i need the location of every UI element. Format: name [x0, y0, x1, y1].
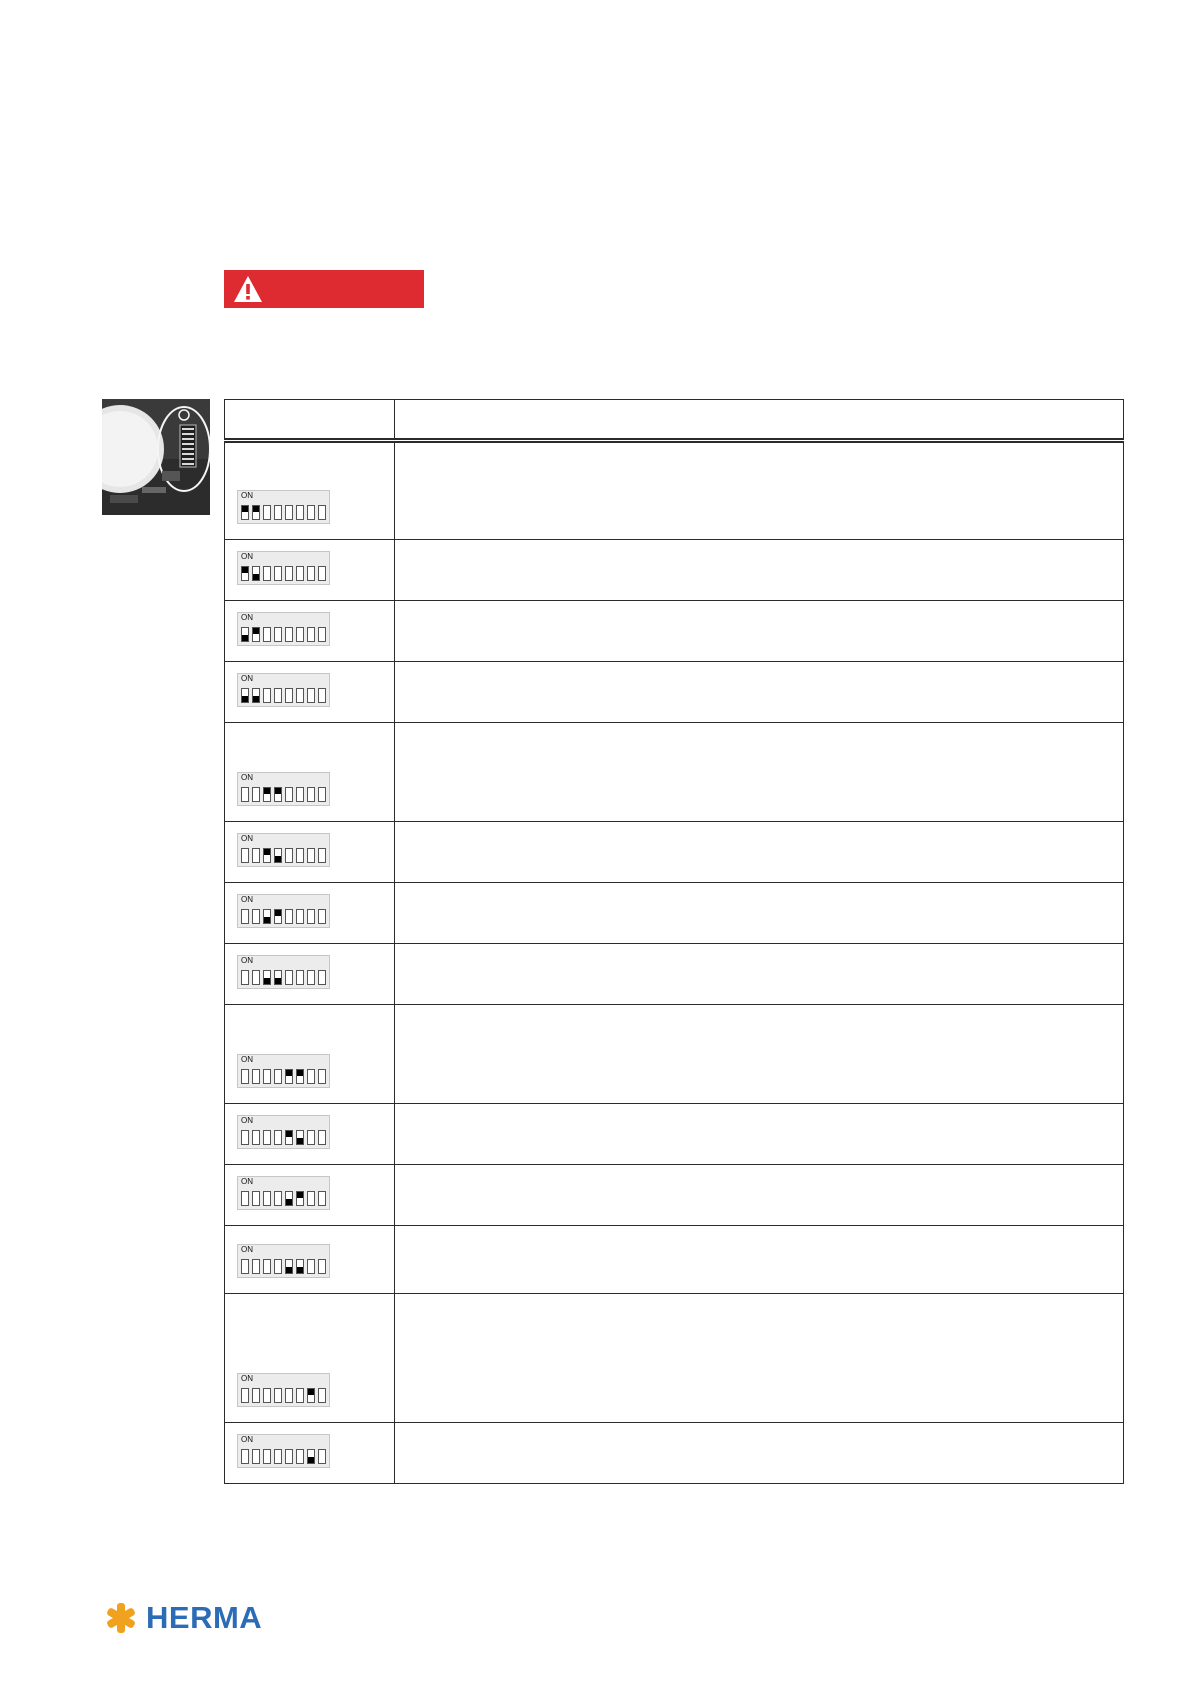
dip-switch-8 [318, 1388, 326, 1403]
dip-switch-diagram [237, 955, 330, 989]
dip-switch-diagram [237, 551, 330, 585]
on-label: ON [241, 834, 253, 843]
table-row [225, 662, 1124, 723]
dip-switch-1 [241, 848, 249, 863]
dip-switch-8 [318, 566, 326, 581]
description-cell [395, 1165, 1124, 1226]
switch-setting-cell [225, 1423, 395, 1484]
dip-switch-2 [252, 1191, 260, 1206]
dip-switch-2 [252, 1449, 260, 1464]
dip-switch-3 [263, 787, 271, 802]
dip-switch-diagram [237, 894, 330, 928]
herma-logo [104, 1600, 262, 1636]
dip-switch-1 [241, 627, 249, 642]
on-label: ON [241, 1055, 253, 1064]
dip-switch-7 [307, 688, 315, 703]
switch-knob-up [264, 788, 270, 794]
dip-switch-6 [296, 627, 304, 642]
description-cell [395, 1294, 1124, 1423]
table-row [225, 1423, 1124, 1484]
dip-switch-1 [241, 688, 249, 703]
dip-switch-3 [263, 566, 271, 581]
switch-knob-down [297, 1267, 303, 1273]
dip-switch-5 [285, 505, 293, 520]
dip-switch-diagram [237, 673, 330, 707]
dip-switch-5 [285, 1191, 293, 1206]
dip-switch-6 [296, 1259, 304, 1274]
switch-knob-down [275, 856, 281, 862]
dip-switch-7 [307, 787, 315, 802]
dip-switch-diagram [237, 1434, 330, 1468]
dip-switch-2 [252, 566, 260, 581]
dip-switch-3 [263, 1130, 271, 1145]
dip-switch-6 [296, 970, 304, 985]
switch-knob-down [253, 696, 259, 702]
dip-switch-2 [252, 787, 260, 802]
dip-switch-3 [263, 1069, 271, 1084]
dip-switch-7 [307, 505, 315, 520]
dip-switch-3 [263, 909, 271, 924]
description-cell [395, 944, 1124, 1005]
switch-knob-up [297, 1192, 303, 1198]
dip-switch-board-photo [102, 399, 210, 515]
dip-switch-diagram [237, 833, 330, 867]
dip-switch-diagram [237, 1373, 330, 1407]
on-label: ON [241, 1435, 253, 1444]
dip-switch-5 [285, 1388, 293, 1403]
switch-setting-cell [225, 1165, 395, 1226]
dip-switch-1 [241, 1069, 249, 1084]
dip-switch-5 [285, 1130, 293, 1145]
dip-switch-8 [318, 1449, 326, 1464]
dip-switch-6 [296, 1191, 304, 1206]
dip-switch-diagram [237, 1054, 330, 1088]
dip-switch-4 [274, 1388, 282, 1403]
switch-knob-up [286, 1070, 292, 1076]
table-header-row [225, 400, 1124, 441]
dip-switch-4 [274, 970, 282, 985]
dip-switch-6 [296, 1069, 304, 1084]
dip-switch-2 [252, 1388, 260, 1403]
switch-knob-down [253, 574, 259, 580]
description-cell [395, 601, 1124, 662]
switch-setting-cell [225, 1294, 395, 1423]
dip-switch-diagram [237, 1115, 330, 1149]
dip-switch-5 [285, 1069, 293, 1084]
dip-switch-4 [274, 1191, 282, 1206]
dip-switch-5 [285, 627, 293, 642]
description-cell [395, 662, 1124, 723]
switch-knob-up [275, 788, 281, 794]
switch-knob-down [264, 917, 270, 923]
description-cell [395, 822, 1124, 883]
dip-switch-8 [318, 1069, 326, 1084]
dip-switch-8 [318, 1130, 326, 1145]
switch-setting-cell [225, 441, 395, 540]
dip-switch-1 [241, 970, 249, 985]
switch-knob-up [253, 628, 259, 634]
dip-switch-3 [263, 1388, 271, 1403]
description-cell [395, 540, 1124, 601]
switch-setting-cell [225, 944, 395, 1005]
on-label: ON [241, 773, 253, 782]
on-label: ON [241, 552, 253, 561]
dip-switch-6 [296, 1388, 304, 1403]
table-row [225, 944, 1124, 1005]
on-label: ON [241, 1374, 253, 1383]
switch-knob-down [286, 1267, 292, 1273]
dip-switch-3 [263, 627, 271, 642]
dip-switch-4 [274, 1130, 282, 1145]
dip-switch-2 [252, 688, 260, 703]
switch-setting-cell [225, 1005, 395, 1104]
dip-switch-4 [274, 688, 282, 703]
dip-switch-2 [252, 627, 260, 642]
logo-text: HERMA [146, 1600, 263, 1635]
dip-switch-3 [263, 970, 271, 985]
dip-switch-7 [307, 1069, 315, 1084]
dip-switch-2 [252, 1130, 260, 1145]
description-cell [395, 1104, 1124, 1165]
switch-setting-cell [225, 883, 395, 944]
dip-switch-6 [296, 505, 304, 520]
dip-switch-1 [241, 909, 249, 924]
dip-switch-diagram [237, 1244, 330, 1278]
description-cell [395, 1005, 1124, 1104]
dip-switch-6 [296, 848, 304, 863]
description-cell [395, 1423, 1124, 1484]
dip-switch-5 [285, 909, 293, 924]
dip-switch-4 [274, 909, 282, 924]
dip-switch-7 [307, 627, 315, 642]
dip-switch-4 [274, 1259, 282, 1274]
switch-setting-cell [225, 1226, 395, 1294]
dip-switch-4 [274, 1449, 282, 1464]
switch-setting-cell [225, 822, 395, 883]
dip-switch-5 [285, 566, 293, 581]
dip-switch-6 [296, 1130, 304, 1145]
dip-switch-6 [296, 787, 304, 802]
description-cell [395, 441, 1124, 540]
dip-switch-3 [263, 1449, 271, 1464]
dip-switch-8 [318, 787, 326, 802]
dip-switch-7 [307, 1388, 315, 1403]
dip-switch-5 [285, 848, 293, 863]
dip-switch-1 [241, 1259, 249, 1274]
on-label: ON [241, 895, 253, 904]
dip-switch-3 [263, 848, 271, 863]
table-row [225, 1294, 1124, 1423]
dip-switch-3 [263, 688, 271, 703]
herma-star-icon [104, 1601, 138, 1635]
dip-switch-8 [318, 688, 326, 703]
dip-switch-1 [241, 1388, 249, 1403]
dip-switch-5 [285, 688, 293, 703]
dip-switch-6 [296, 566, 304, 581]
dip-switch-4 [274, 1069, 282, 1084]
dip-switch-diagram [237, 490, 330, 524]
table-row [225, 1226, 1124, 1294]
dip-switch-8 [318, 627, 326, 642]
switch-knob-down [275, 978, 281, 984]
dip-switch-diagram [237, 772, 330, 806]
dip-switch-7 [307, 848, 315, 863]
switch-knob-down [264, 978, 270, 984]
on-label: ON [241, 1177, 253, 1186]
table-row [225, 723, 1124, 822]
switch-knob-up [275, 910, 281, 916]
table-row [225, 1005, 1124, 1104]
switch-knob-up [286, 1131, 292, 1137]
dip-switch-8 [318, 848, 326, 863]
on-label: ON [241, 613, 253, 622]
switch-setting-cell [225, 723, 395, 822]
dip-switch-7 [307, 1259, 315, 1274]
on-label: ON [241, 491, 253, 500]
dip-switch-2 [252, 848, 260, 863]
dip-switch-1 [241, 787, 249, 802]
switch-setting-cell [225, 1104, 395, 1165]
table-row [225, 822, 1124, 883]
switch-knob-down [297, 1138, 303, 1144]
header-cell-description [395, 400, 1124, 441]
dip-switch-7 [307, 566, 315, 581]
dip-switch-3 [263, 1191, 271, 1206]
dip-switch-4 [274, 505, 282, 520]
dip-switch-4 [274, 848, 282, 863]
dip-switch-1 [241, 566, 249, 581]
dip-switch-7 [307, 1449, 315, 1464]
dip-switch-4 [274, 787, 282, 802]
dip-switch-8 [318, 909, 326, 924]
dip-switch-6 [296, 909, 304, 924]
switch-knob-up [242, 506, 248, 512]
dip-switch-diagram [237, 612, 330, 646]
on-label: ON [241, 1116, 253, 1125]
dip-switch-5 [285, 1449, 293, 1464]
on-label: ON [241, 956, 253, 965]
on-label: ON [241, 674, 253, 683]
dip-switch-6 [296, 1449, 304, 1464]
description-cell [395, 883, 1124, 944]
switch-knob-down [242, 635, 248, 641]
on-label: ON [241, 1245, 253, 1254]
dip-switch-7 [307, 970, 315, 985]
dip-switch-8 [318, 970, 326, 985]
dip-switch-2 [252, 1259, 260, 1274]
dip-switch-5 [285, 1259, 293, 1274]
switch-knob-up [297, 1070, 303, 1076]
dip-switch-8 [318, 1259, 326, 1274]
dip-switch-6 [296, 688, 304, 703]
dip-switch-1 [241, 1130, 249, 1145]
dip-switch-7 [307, 1130, 315, 1145]
dip-switch-8 [318, 1191, 326, 1206]
dip-switch-2 [252, 505, 260, 520]
dip-switch-4 [274, 566, 282, 581]
switch-knob-up [242, 567, 248, 573]
switch-setting-cell [225, 662, 395, 723]
dip-switch-4 [274, 627, 282, 642]
dip-switch-2 [252, 909, 260, 924]
table-row [225, 540, 1124, 601]
table-row [225, 883, 1124, 944]
dip-switch-1 [241, 505, 249, 520]
dip-switch-7 [307, 909, 315, 924]
switch-knob-up [308, 1389, 314, 1395]
switch-knob-up [264, 849, 270, 855]
dip-switch-2 [252, 970, 260, 985]
table-row [225, 441, 1124, 540]
table-row [225, 601, 1124, 662]
dip-switch-1 [241, 1191, 249, 1206]
dip-switch-5 [285, 787, 293, 802]
dip-switch-3 [263, 1259, 271, 1274]
header-cell-switch [225, 400, 395, 441]
switch-knob-down [308, 1457, 314, 1463]
warning-banner [224, 270, 424, 308]
table-row [225, 1104, 1124, 1165]
warning-triangle-icon [232, 274, 264, 304]
dip-switch-5 [285, 970, 293, 985]
dip-switch-2 [252, 1069, 260, 1084]
dip-switch-table [224, 399, 1124, 1484]
table-row [225, 1165, 1124, 1226]
dip-switch-8 [318, 505, 326, 520]
dip-switch-3 [263, 505, 271, 520]
switch-setting-cell [225, 601, 395, 662]
switch-knob-down [286, 1199, 292, 1205]
dip-switch-diagram [237, 1176, 330, 1210]
dip-switch-1 [241, 1449, 249, 1464]
switch-setting-cell [225, 540, 395, 601]
switch-knob-down [242, 696, 248, 702]
switch-knob-up [253, 506, 259, 512]
description-cell [395, 1226, 1124, 1294]
dip-switch-7 [307, 1191, 315, 1206]
description-cell [395, 723, 1124, 822]
